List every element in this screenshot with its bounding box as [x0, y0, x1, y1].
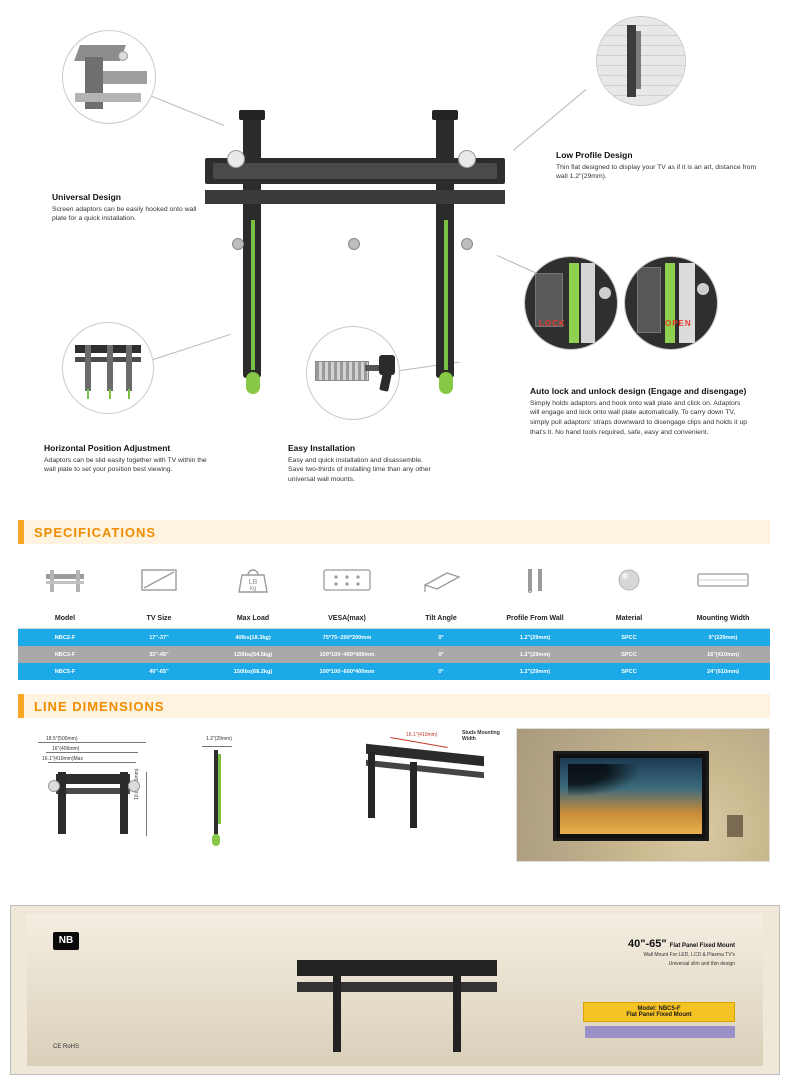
column-header: TV Size — [146, 614, 172, 622]
dim-label-arrow-width: 16.1"(410mm) — [406, 732, 438, 738]
knob-right — [458, 150, 476, 168]
cell: 1.2"(29mm) — [519, 651, 551, 658]
box-model-chip — [583, 1002, 735, 1022]
box-size-sub: Flat Panel Fixed Mount — [669, 943, 735, 949]
bubble-auto-unlock — [624, 256, 718, 350]
profile-from-wall-icon — [488, 565, 582, 595]
callout-body: Adaptors can be slid easily together with TV within the wall plate to set your position best viewing. — [44, 456, 207, 474]
column-header: Material — [615, 614, 643, 622]
callout-body: Screen adaptors can be easily hooked onto wall plate for a quick installation. — [52, 205, 197, 223]
line-dimensions-heading-label: LINE DIMENSIONS — [34, 698, 165, 714]
box-rail-bottom — [297, 982, 497, 992]
material-icon — [582, 566, 676, 594]
dim-label-studs-mounting-width: Studs Mounting Width — [462, 730, 500, 742]
callout-easy-installation — [288, 443, 433, 485]
pull-tab-right — [439, 372, 453, 394]
box-line-1: Wall Mount For LED, LCD & Plasma TV's — [643, 952, 735, 958]
cell: 0° — [438, 668, 444, 675]
column-header: Mounting Width — [696, 614, 750, 622]
tv-on-wall — [553, 751, 709, 841]
room-photo — [516, 728, 770, 862]
cell: SPCC — [621, 634, 637, 641]
box-model-line-1: Model: NBC5-F — [637, 1006, 681, 1012]
cell: SPCC — [621, 651, 637, 658]
screen-image — [568, 764, 648, 800]
knob-left — [227, 150, 245, 168]
plant-decor — [727, 815, 743, 837]
cell: NBC3-F — [54, 651, 76, 658]
callout-horizontal-position-adjustment — [44, 443, 209, 475]
tilt-angle-icon — [394, 565, 488, 595]
green-strap-right — [444, 220, 448, 370]
line-dimensions-heading — [18, 694, 770, 718]
dim-label-width-outer: 18.5"(500mm) — [46, 736, 78, 742]
specifications-heading — [18, 520, 770, 544]
box-model-line-2: Flat Panel Fixed Mount — [626, 1012, 692, 1018]
callout-title: Universal Design — [52, 192, 121, 202]
box-mount-illustration — [297, 950, 497, 1036]
front-view-drawing — [18, 728, 178, 868]
svg-text:kg: kg — [249, 586, 257, 592]
line-dimensions-section — [18, 728, 770, 868]
brand-logo: NB — [53, 932, 79, 950]
table-row — [18, 629, 770, 646]
callout-universal-design — [52, 192, 202, 224]
bubble-universal-design — [62, 30, 156, 124]
feature-diagram-section — [0, 0, 788, 520]
cell: NBC2-F — [54, 634, 76, 641]
mounting-width-icon — [676, 567, 770, 593]
cell: 24"(610mm) — [707, 668, 739, 675]
box-rail-top — [297, 960, 497, 976]
perspective-drawing — [350, 728, 510, 868]
column-header: VESA(max) — [328, 614, 366, 622]
callout-low-profile-design — [556, 150, 761, 182]
green-strap-left — [251, 220, 255, 370]
leader-line-lowprofile — [513, 89, 586, 151]
callout-title: Easy Installation — [288, 443, 356, 453]
wall-plate-lower — [205, 190, 505, 204]
callout-body: Simply holds adaptors and hook onto wall plate and click on. Adaptors will engage and lock onto wall plate automatically. To carry down TV, simply pull adaptors' straps downward to disengage clips and holds it up that's it. No hand tools required, safe, easy and convenient. — [530, 399, 748, 437]
callout-auto-lock-unlock — [530, 386, 748, 438]
wall-plate-icon — [18, 566, 112, 594]
table-row — [18, 646, 770, 663]
tv-size-icon — [112, 566, 206, 594]
callout-title: Low Profile Design — [556, 150, 633, 160]
column-header: Model — [54, 614, 76, 622]
column-header: Profile From Wall — [506, 614, 564, 622]
specifications-icon-row — [18, 552, 770, 608]
column-header: Max Load — [236, 614, 270, 622]
cell: 40"-65" — [149, 668, 169, 675]
open-label: OPEN — [665, 319, 692, 328]
dim-label-width-stud: 16.1"(410mm)Max — [42, 756, 83, 762]
dim-label-depth: 1.2"(29mm) — [206, 736, 232, 742]
specifications-table — [18, 552, 770, 680]
cell: 0° — [438, 634, 444, 641]
specifications-heading-label: SPECIFICATIONS — [34, 524, 157, 540]
cell: 0° — [438, 651, 444, 658]
table-row — [18, 663, 770, 680]
callout-body: Thin flat designed to display your TV as if it is an art, distance from wall 1.2"(29mm). — [556, 163, 757, 181]
box-line-2: Universal slim and thin design — [668, 961, 735, 967]
box-leg-right — [453, 970, 461, 1052]
cell: 40lbs(18.3kg) — [235, 634, 271, 641]
cell: 120lbs(54.5kg) — [233, 651, 273, 658]
cell: 32"-45" — [149, 651, 169, 658]
cell: 100*100~600*400mm — [319, 668, 375, 675]
wall-mount-illustration — [205, 110, 505, 400]
cell: SPCC — [621, 668, 637, 675]
bolt-left — [232, 238, 244, 250]
arm-cap-left — [239, 110, 265, 120]
arm-cap-right — [432, 110, 458, 120]
cell: 75*75~200*200mm — [322, 634, 372, 641]
callout-body: Easy and quick installation and disassemble. Save two-thirds of installing time than any other universal wall mounts. — [288, 456, 431, 484]
box-front-panel — [27, 914, 763, 1066]
dim-label-width-inner: 16"(406mm) — [52, 746, 80, 752]
lock-label: LOCK — [539, 319, 566, 328]
cell: 16"(410mm) — [707, 651, 739, 658]
box-purple-bar — [585, 1026, 735, 1038]
box-size-title: 40"-65" — [628, 938, 667, 950]
bubble-auto-lock — [524, 256, 618, 350]
cell: 150lbs(68.2kg) — [233, 668, 273, 675]
box-leg-left — [333, 970, 341, 1052]
bolt-right — [461, 238, 473, 250]
tv-screen — [560, 758, 702, 834]
cell: 1.2"(29mm) — [519, 668, 551, 675]
specifications-header-row — [18, 608, 770, 629]
column-header: Tilt Angle — [425, 614, 457, 622]
callout-title: Auto lock and unlock design (Engage and disengage) — [530, 386, 747, 396]
bubble-low-profile — [596, 16, 686, 106]
pull-tab-left — [246, 372, 260, 394]
cell: 9"(229mm) — [708, 634, 738, 641]
cell: 1.2"(29mm) — [519, 634, 551, 641]
max-load-icon — [206, 565, 300, 595]
bolt-center — [348, 238, 360, 250]
cell: 100*100~400*400mm — [319, 651, 375, 658]
vesa-icon — [300, 565, 394, 595]
box-certification-marks: CE RoHS — [53, 1044, 80, 1050]
side-view-drawing — [184, 728, 344, 868]
bubble-horizontal-adjustment — [62, 322, 154, 414]
callout-title: Horizontal Position Adjustment — [44, 443, 171, 453]
svg-text:LB: LB — [248, 579, 258, 586]
box-title-block — [525, 938, 735, 968]
retail-box-photo — [10, 905, 780, 1075]
cell: 17"-37" — [149, 634, 169, 641]
cell: NBC5-F — [54, 668, 76, 675]
